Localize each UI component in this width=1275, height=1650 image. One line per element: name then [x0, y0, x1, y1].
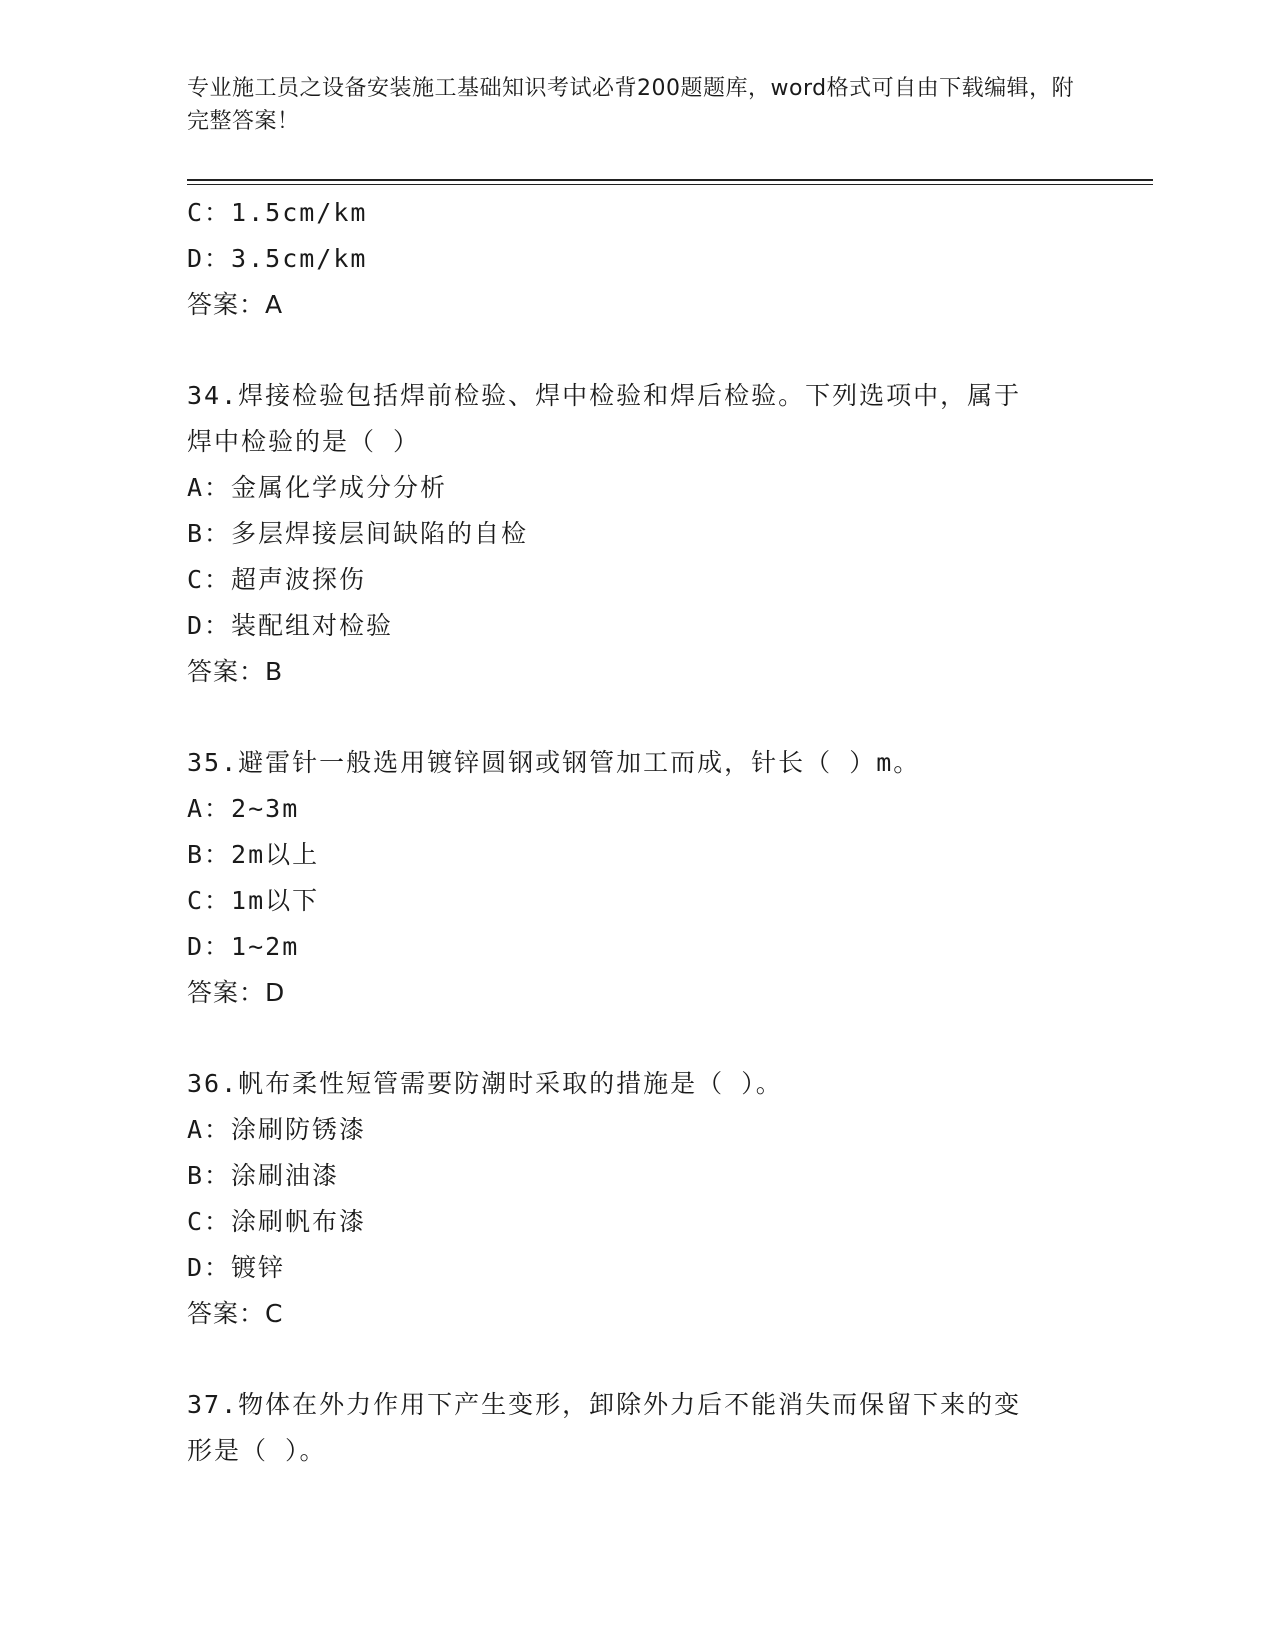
- question-text: 焊中检验的是（ ）: [187, 427, 421, 456]
- option-b: B：涂刷油漆: [187, 1161, 340, 1190]
- question-34: [187, 373, 1087, 695]
- option-d: D：1~2m: [187, 932, 300, 961]
- question-36: [187, 1061, 1087, 1337]
- question-33-fragment: [187, 190, 1087, 328]
- option-a: A：涂刷防锈漆: [187, 1115, 367, 1144]
- answer: 答案：D: [187, 978, 286, 1007]
- option-d: D：镀锌: [187, 1253, 286, 1282]
- document-header: 专业施工员之设备安装施工基础知识考试必背200题题库，word格式可自由下载编辑，附完整答案！: [187, 76, 1075, 134]
- question-37: [187, 1382, 1087, 1474]
- option-c: C：涂刷帆布漆: [187, 1207, 367, 1236]
- spacer: [187, 1337, 1087, 1382]
- option-b: B：2m以上: [187, 840, 320, 869]
- option-b: B：多层焊接层间缺陷的自检: [187, 519, 529, 548]
- question-text: 36.帆布柔性短管需要防潮时采取的措施是（ ）。: [187, 1069, 783, 1098]
- option-a: A：2~3m: [187, 794, 300, 823]
- question-35: [187, 740, 1087, 1016]
- option-d: D：3.5cm/km: [187, 244, 368, 273]
- question-text: 37.物体在外力作用下产生变形，卸除外力后不能消失而保留下来的变: [187, 1390, 1022, 1419]
- option-c: C：超声波探伤: [187, 565, 367, 594]
- option-c: C：1m以下: [187, 886, 320, 915]
- spacer: [187, 328, 1087, 373]
- answer: 答案：A: [187, 290, 284, 319]
- option-c: C：1.5cm/km: [187, 198, 368, 227]
- spacer: [187, 695, 1087, 740]
- answer: 答案：C: [187, 1299, 284, 1328]
- answer: 答案：B: [187, 657, 284, 686]
- spacer: [187, 1016, 1087, 1061]
- header-divider-thin: [187, 184, 1153, 185]
- question-text: 形是（ ）。: [187, 1436, 327, 1465]
- option-a: A：金属化学成分分析: [187, 473, 448, 502]
- option-d: D：装配组对检验: [187, 611, 394, 640]
- question-text: 35.避雷针一般选用镀锌圆钢或钢管加工而成，针长（ ）m。: [187, 748, 921, 777]
- question-list: [187, 190, 1087, 1474]
- question-text: 34.焊接检验包括焊前检验、焊中检验和焊后检验。下列选项中，属于: [187, 381, 1022, 410]
- header-divider-thick: [187, 179, 1153, 181]
